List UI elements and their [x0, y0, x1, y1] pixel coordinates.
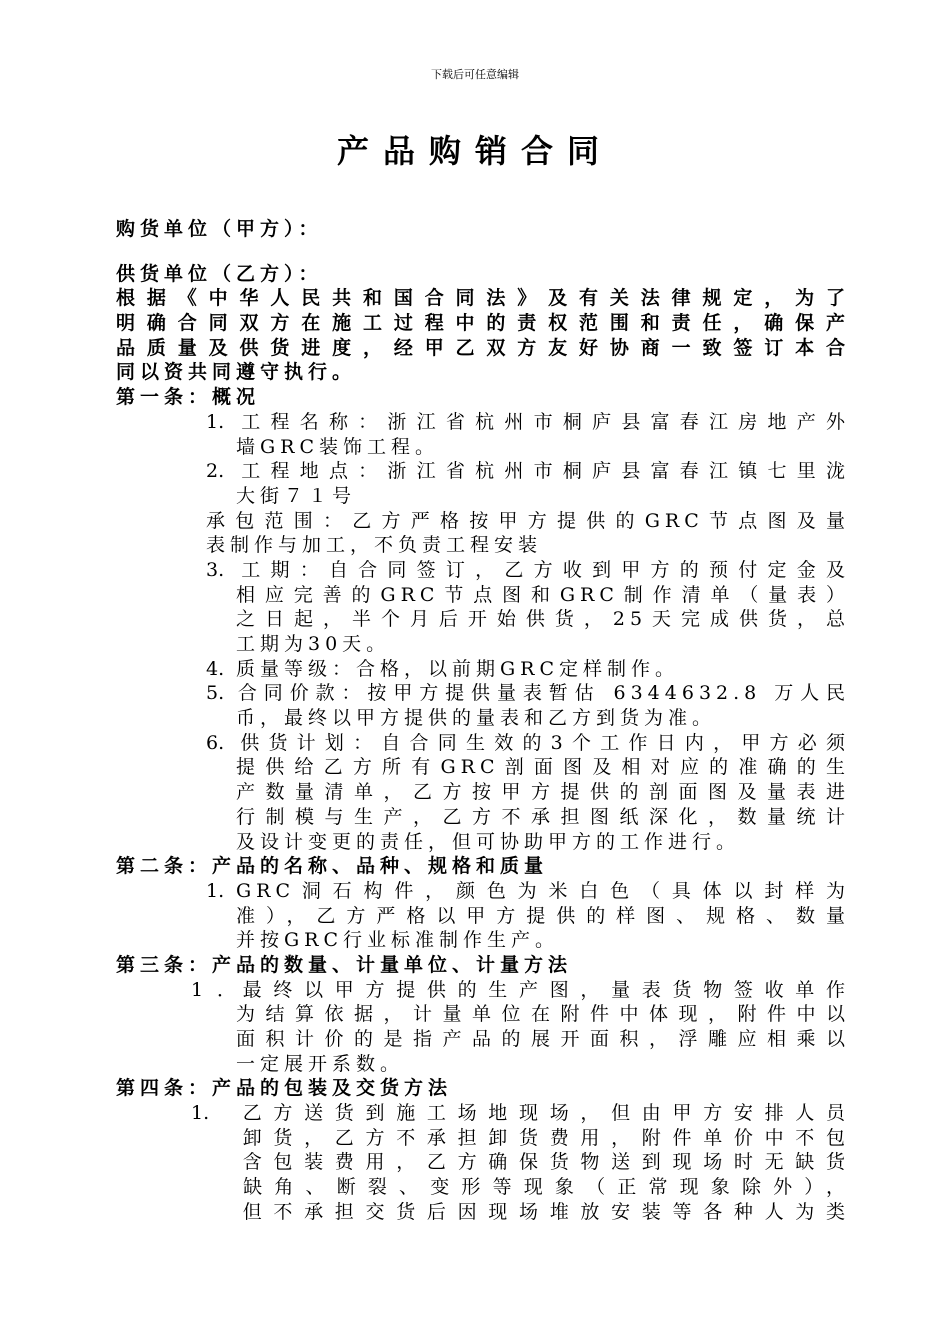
item-text: 含包装费用，乙方确保货物送到现场时无缺货	[236, 1151, 850, 1174]
article-3-item-1-cont	[116, 1027, 850, 1052]
article-1-item-3	[116, 558, 850, 583]
item-text: 币，最终以甲方提供的量表和乙方到货为准。	[236, 707, 717, 730]
item-number: 2.	[206, 460, 225, 483]
article-1-item-4	[116, 657, 850, 682]
item-text: 乙方送货到施工场地现场，但由甲方安排人员	[236, 1102, 850, 1125]
article-4-item-1-cont	[116, 1200, 850, 1225]
item-text: 卸货，乙方不承担卸货费用，附件单价中不包	[236, 1126, 850, 1149]
article-1-item-1-cont	[116, 435, 850, 460]
item-text: 之日起，半个月后开始供货，25天完成供货，总	[236, 608, 850, 631]
item-text: 准），乙方严格以甲方提供的样图、规格、数量	[236, 904, 850, 927]
item-text: 缺角、断裂、变形等现象（正常现象除外），	[236, 1176, 850, 1199]
item-text: 但不承担交货后因现场堆放安装等各种人为类	[236, 1200, 850, 1223]
article-3-item-1-cont	[116, 1002, 850, 1027]
item-number: 1．	[191, 978, 236, 1001]
item-text: 相应完善的GRC节点图和GRC制作清单（量表）	[236, 583, 850, 606]
article-4-heading: 第四条：产品的包装及交货方法	[116, 1077, 453, 1100]
intro-line: 同以资共同遵守执行。	[116, 361, 357, 384]
item-number: 5.	[206, 682, 225, 705]
item-text: 最终以甲方提供的生产图，量表货物签收单作	[236, 978, 850, 1001]
item-number: 1.	[206, 410, 225, 433]
article-1-item-5	[116, 681, 850, 706]
item-text: 大街７１号	[236, 484, 357, 507]
intro-line: 根据《中华人民共和国合同法》及有关法律规定，为了	[116, 287, 850, 310]
item-text: 工程地点：浙江省杭州市桐庐县富春江镇七里泷	[236, 460, 850, 483]
item-text: 工期：自合同签订，乙方收到甲方的预付定金及	[236, 558, 850, 581]
item-text: 产数量清单，乙方按甲方提供的剖面图及量表进	[236, 781, 850, 804]
item-text: 为结算依据，计量单位在附件中体现，附件中以	[236, 1003, 850, 1026]
article-1-item-3-cont	[116, 632, 850, 657]
buyer-line: 购货单位（甲方）：	[116, 218, 323, 240]
item-text: 供货计划：自合同生效的3个工作日内，甲方必须	[236, 731, 850, 754]
article-1-item-1	[116, 410, 850, 435]
intro-line: 明确合同双方在施工过程中的责权范围和责任，确保产	[116, 312, 850, 335]
article-2-item-1-cont	[116, 928, 850, 953]
article-1-item-6-cont	[116, 780, 850, 805]
article-1-item-6	[116, 731, 850, 756]
article-1-heading: 第一条：概况	[116, 386, 261, 409]
article-2-item-1	[116, 879, 850, 904]
article-1-item-3-cont	[116, 607, 850, 632]
item-number: 4.	[206, 657, 225, 680]
article-1-item-5-cont	[116, 706, 850, 731]
item-text: 行制模与生产，乙方不承担图纸深化，数量统计	[236, 805, 850, 828]
contract-body	[116, 217, 850, 1225]
document-title: 产品购销合同	[336, 132, 613, 170]
item-text: 工程名称：浙江省杭州市桐庐县富春江房地产外	[236, 410, 850, 433]
item-text: 提供给乙方所有GRC剖面图及相对应的准确的生	[236, 756, 850, 779]
article-1-item-6-cont	[116, 755, 850, 780]
article-1-scope: 承包范围：乙方严格按甲方提供的GRC节点图及量	[206, 509, 850, 532]
header-note: 下载后可任意编辑	[431, 68, 519, 81]
item-text: 工期为30天。	[236, 633, 391, 655]
article-4-item-1	[116, 1101, 850, 1126]
article-2-heading: 第二条：产品的名称、品种、规格和质量	[116, 855, 549, 878]
item-number: 1.	[191, 1102, 210, 1125]
item-number: 6.	[206, 731, 225, 754]
item-text: 并按GRC行业标准制作生产。	[236, 929, 560, 952]
article-4-item-1-cont	[116, 1175, 850, 1200]
article-4-item-1-cont	[116, 1150, 850, 1175]
item-text: 一定展开系数。	[236, 1052, 405, 1075]
item-text: GRC洞石构件，颜色为米白色（具体以封样为	[236, 879, 850, 902]
seller-line: 供货单位（乙方）：	[116, 262, 323, 285]
article-1-item-3-cont	[116, 583, 850, 608]
article-1-item-2-cont	[116, 484, 850, 509]
article-3-heading: 第三条：产品的数量、计量单位、计量方法	[116, 953, 573, 976]
article-1-item-6-cont	[116, 805, 850, 830]
article-3-item-1	[116, 978, 850, 1003]
article-3-item-1-cont	[116, 1052, 850, 1077]
item-number: 3.	[206, 558, 225, 581]
article-1-item-6-cont	[116, 830, 850, 855]
article-1-item-2	[116, 459, 850, 484]
item-text: 及设计变更的责任，但可协助甲方的工作进行。	[236, 830, 741, 853]
item-text: 面积计价的是指产品的展开面积，浮雕应相乘以	[236, 1028, 850, 1050]
article-2-item-1-cont	[116, 904, 850, 929]
item-text: 墙GRC装饰工程。	[236, 435, 440, 458]
intro-line: 品质量及供货进度，经甲乙双方友好协商一致签订本合	[116, 336, 850, 359]
article-4-item-1-cont	[116, 1126, 850, 1151]
item-text: 质量等级：合格，以前期GRC定样制作。	[236, 657, 680, 680]
item-text: 合同价款：按甲方提供量表暂估 6344632.8 万人民	[236, 682, 850, 705]
item-number: 1.	[206, 879, 225, 902]
article-1-scope-cont: 表制作与加工，不负责工程安装	[206, 534, 543, 557]
